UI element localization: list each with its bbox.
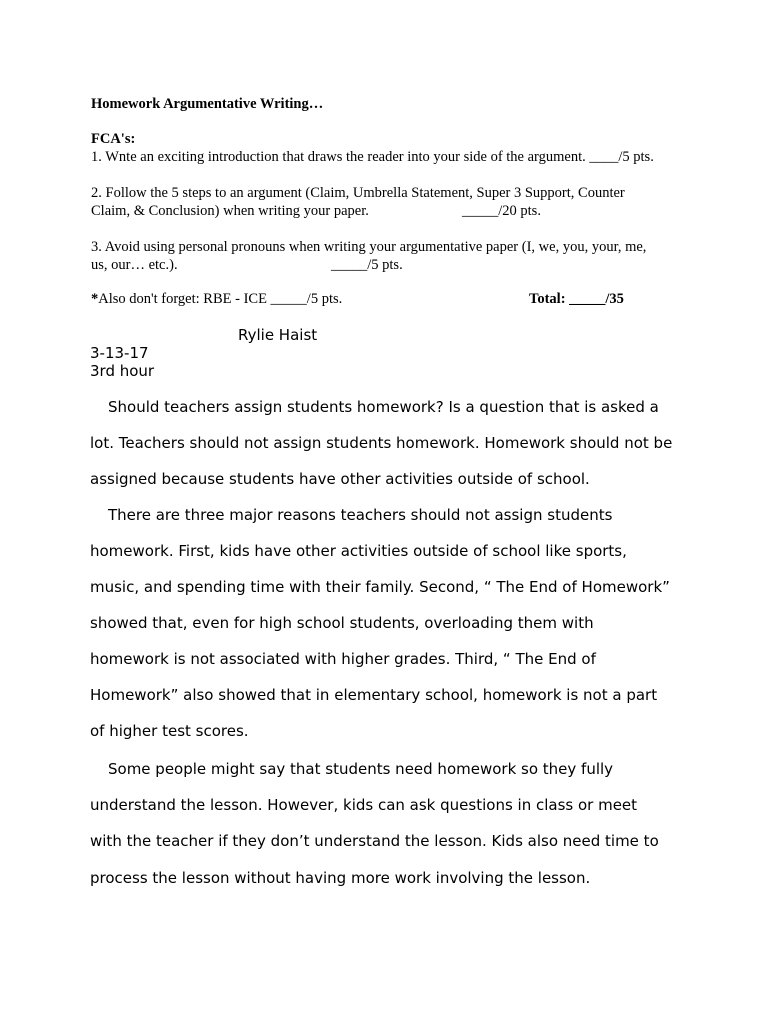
reminder-text: Also don't forget: RBE - ICE _____/5 pts.	[98, 291, 343, 307]
essay-line: There are three major reasons teachers should not assign students	[108, 506, 613, 524]
total-value: _____/35	[569, 291, 624, 307]
fca-heading: FCA's:	[91, 131, 136, 147]
essay-line: process the lesson without having more work involving the lesson.	[90, 869, 591, 887]
essay-line: assigned because students have other activities outside of school.	[90, 470, 590, 488]
student-hour: 3rd hour	[90, 362, 155, 380]
essay-line: music, and spending time with their family. Second, “ The End of Homework”	[90, 578, 670, 596]
essay-line: homework. First, kids have other activities outside of school like sports,	[90, 542, 627, 560]
student-date: 3-13-17	[90, 344, 149, 362]
criterion-2-line-2: Claim, & Conclusion) when writing your paper.	[91, 203, 369, 219]
criterion-3-score: _____/5 pts.	[331, 257, 403, 273]
criterion-3-line-1: 3. Avoid using personal pronouns when writing your argumentative paper (I, we, you, your, me,	[91, 239, 647, 255]
essay-line: Should teachers assign students homework? Is a question that is asked a	[108, 398, 659, 416]
student-name: Rylie Haist	[238, 326, 318, 344]
essay-line: lot. Teachers should not assign students homework. Homework should not be	[90, 434, 673, 452]
reminder-star: *	[91, 291, 99, 307]
criterion-2-score: _____/20 pts.	[462, 203, 541, 219]
assignment-title: Homework Argumentative Writing…	[91, 96, 324, 112]
total-score	[529, 290, 624, 308]
reminder-line	[91, 290, 342, 308]
essay-line: showed that, even for high school students, overloading them with	[90, 614, 594, 632]
criterion-3-line-2: us, our… etc.).	[91, 257, 178, 273]
total-label: Total:	[529, 291, 566, 307]
essay-line: Some people might say that students need homework so they fully	[108, 760, 614, 778]
essay-line: Homework” also showed that in elementary school, homework is not a part	[90, 686, 658, 704]
essay-line: with the teacher if they don’t understand the lesson. Kids also need time to	[90, 832, 659, 850]
essay-line: homework is not associated with higher grades. Third, “ The End of	[90, 650, 596, 668]
criterion-2-line-1: 2. Follow the 5 steps to an argument (Claim, Umbrella Statement, Super 3 Support, Counter	[91, 185, 625, 201]
essay-line: of higher test scores.	[90, 722, 249, 740]
criterion-1-line-1: 1. Wnte an exciting introduction that draws the reader into your side of the argument. ____/5 pts.	[91, 149, 654, 165]
essay-line: understand the lesson. However, kids can ask questions in class or meet	[90, 796, 638, 814]
